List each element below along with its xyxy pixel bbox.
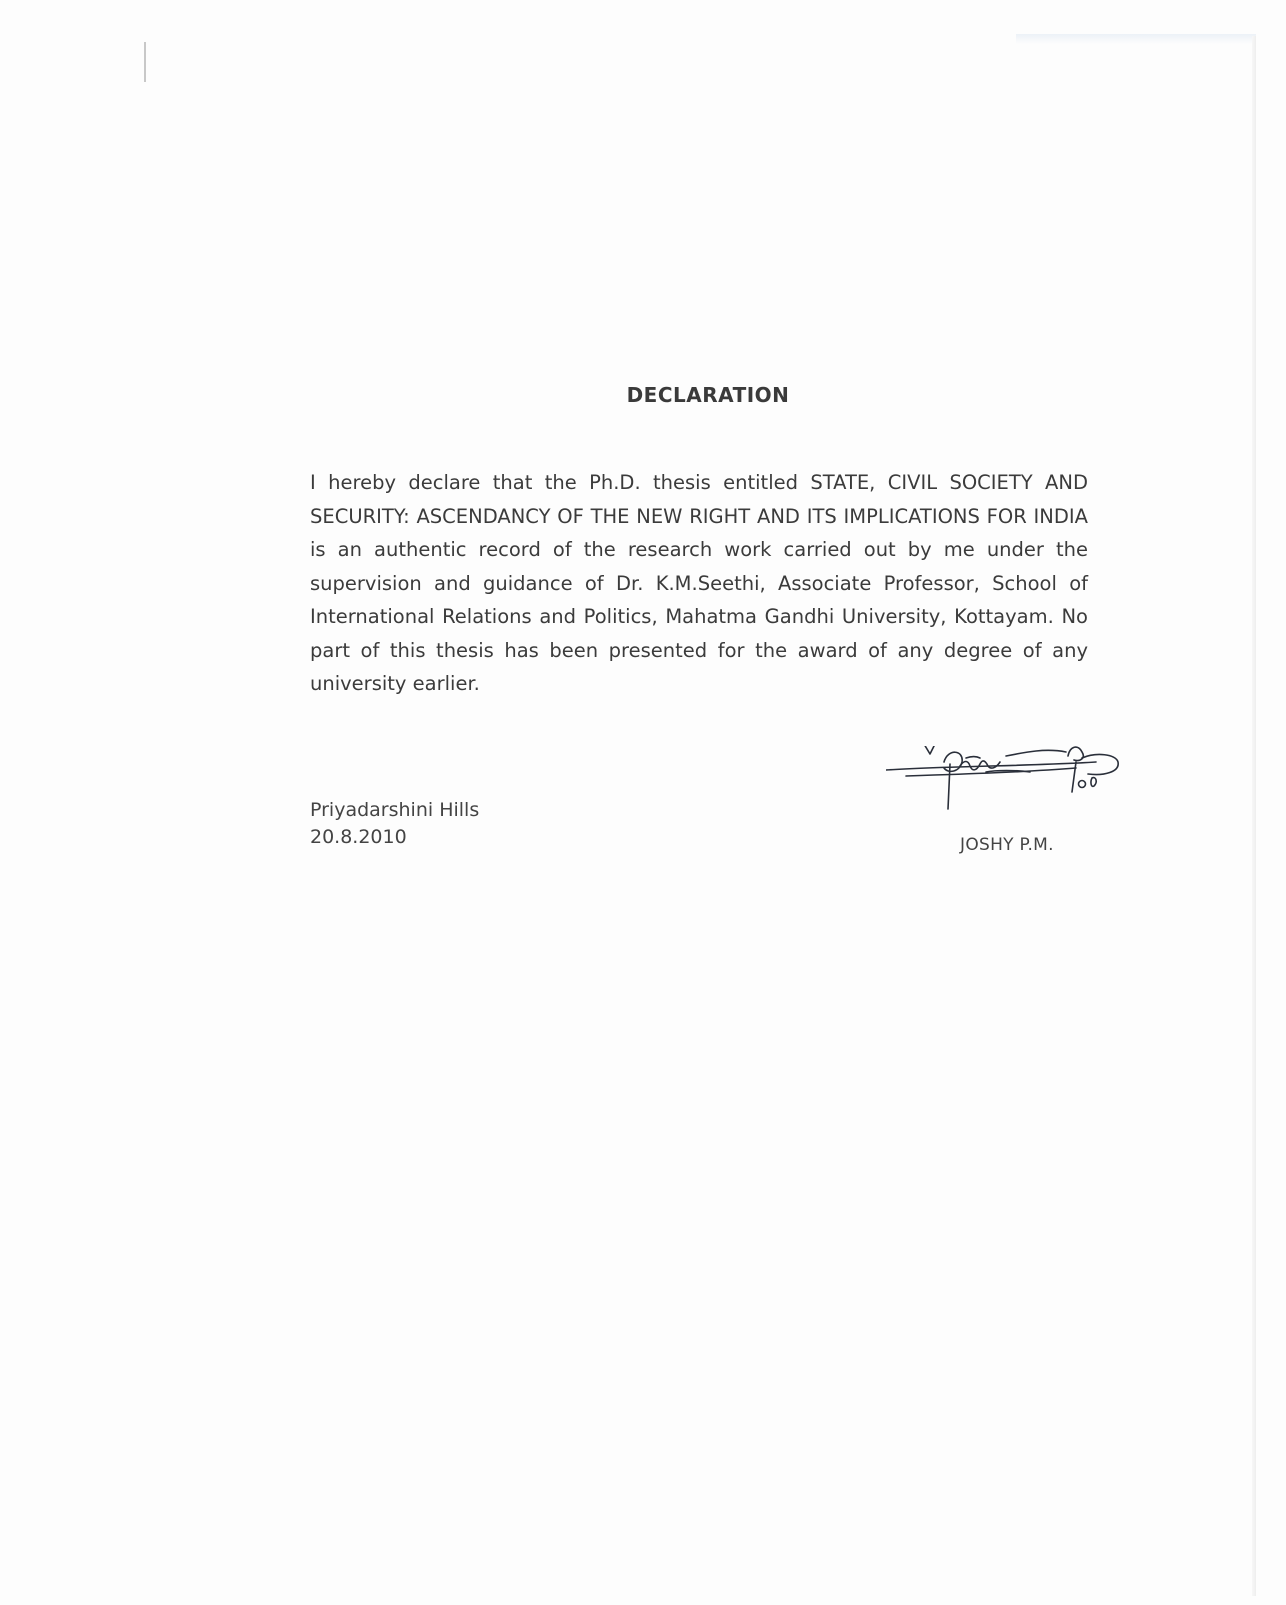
scan-artifact-top bbox=[1016, 34, 1256, 44]
place: Priyadarshini Hills bbox=[310, 799, 480, 821]
scan-artifact-left bbox=[144, 42, 146, 82]
page-title: DECLARATION bbox=[626, 383, 790, 407]
handwritten-signature bbox=[886, 746, 1146, 816]
signer-name: JOSHY P.M. bbox=[960, 835, 1054, 855]
scan-artifact-right bbox=[1252, 36, 1256, 1596]
place-date-block bbox=[310, 797, 479, 851]
date: 20.8.2010 bbox=[310, 826, 407, 848]
declaration-text: I hereby declare that the Ph.D. thesis entitled STATE, CIVIL SOCIETY AND SECURITY: ASCENDANCY OF THE NEW RIGHT AND ITS IMPLICATIONS FOR INDIA is an authentic record of the research work carried out by me under the supervision and guidance of Dr. K.M.Seethi, Associate Professor, School of International Relations and Politics, Mahatma Gandhi University, Kottayam. No part of this thesis has been presented for the award of any degree of any university earlier. bbox=[310, 471, 1088, 695]
